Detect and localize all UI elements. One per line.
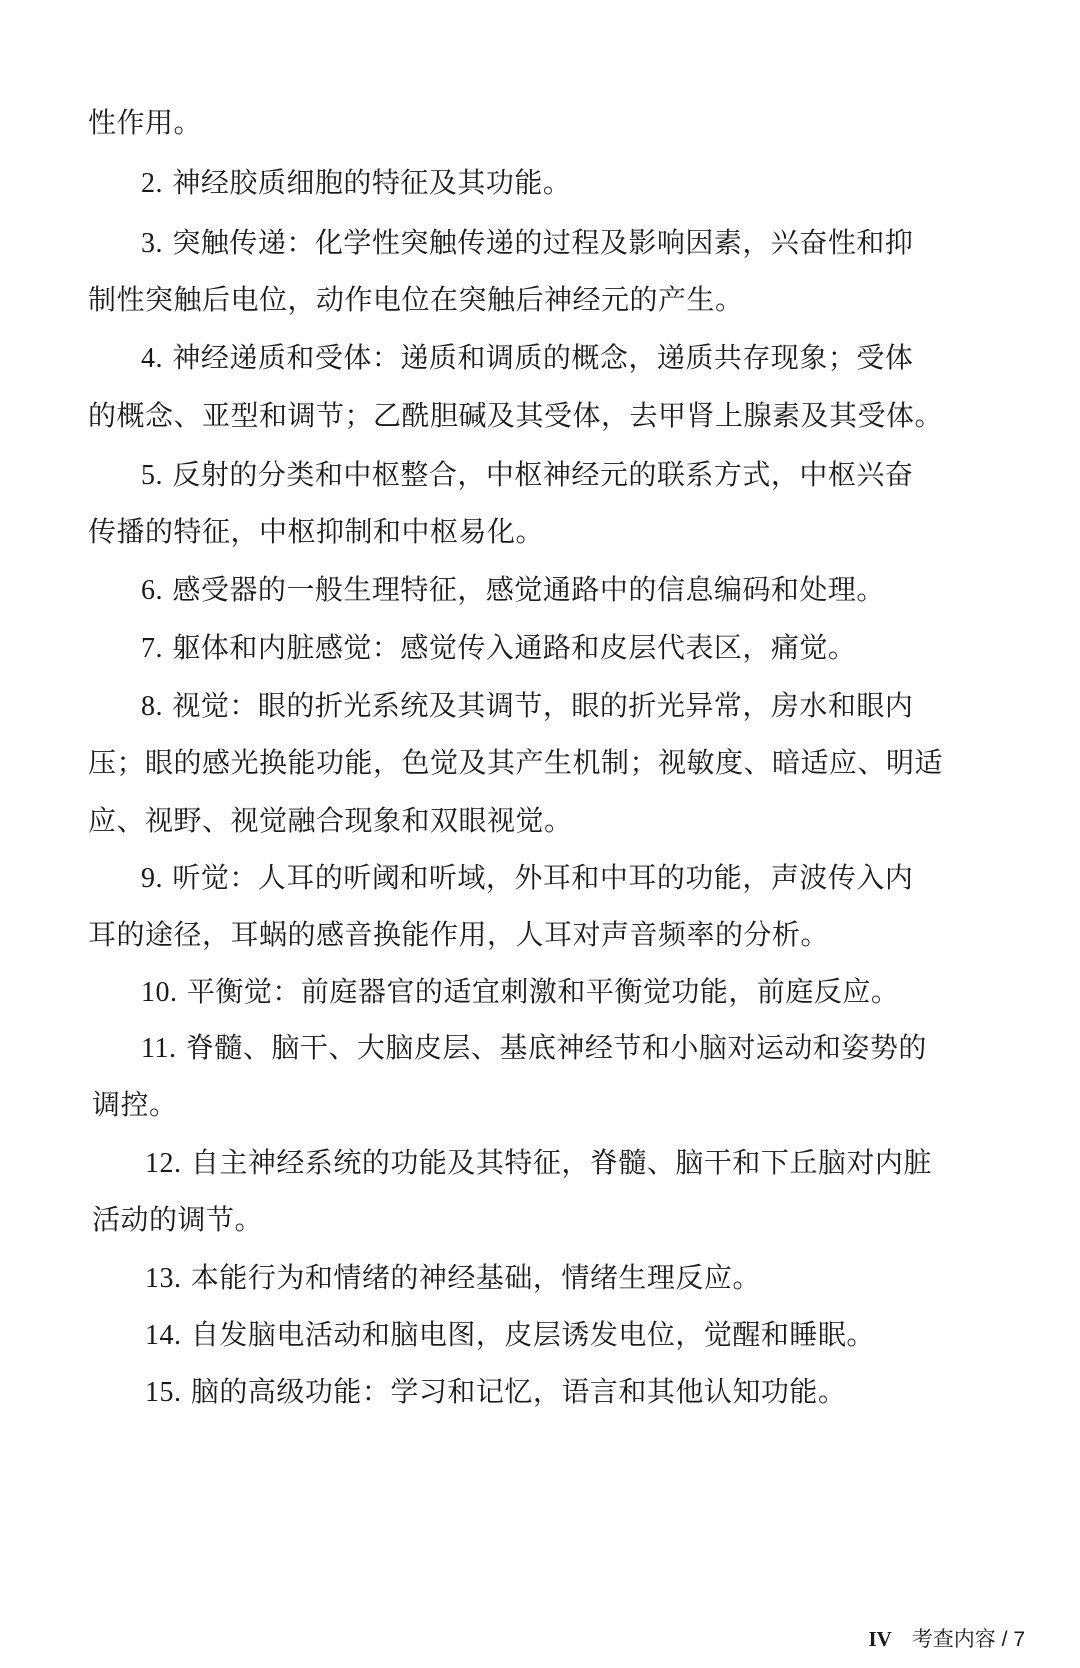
item-text: 自主神经系统的功能及其特征，脊髓、脑干和下丘脑对内脏 [190, 1146, 932, 1179]
item-number: 11. [141, 1033, 177, 1064]
line-text: 调控。 [92, 1088, 178, 1121]
item-number: 4. [141, 343, 163, 374]
item-number: 3. [141, 228, 163, 259]
item-number: 9. [141, 863, 163, 894]
item-text: 脊髓、脑干、大脑皮层、基底神经节和小脑对运动和姿势的 [185, 1031, 927, 1064]
item-text: 脑的高级功能：学习和记忆，语言和其他认知功能。 [190, 1375, 847, 1408]
item-number: 2. [141, 168, 163, 199]
page-number-label: 考查内容 / 7 [911, 1628, 1025, 1651]
list-item-15 [145, 1372, 846, 1413]
item-text: 本能行为和情绪的神经基础，情绪生理反应。 [190, 1261, 761, 1294]
text-line [88, 801, 573, 841]
text-line [92, 1200, 263, 1240]
item-number: 15. [145, 1377, 182, 1408]
item-number: 6. [141, 575, 163, 606]
item-number: 13. [145, 1263, 182, 1294]
list-item-7 [141, 628, 856, 669]
item-text: 平衡觉：前庭器官的适宜刺激和平衡觉功能，前庭反应。 [186, 975, 900, 1008]
list-item-6 [141, 570, 885, 611]
list-item-4 [141, 338, 913, 379]
line-text: 活动的调节。 [92, 1203, 264, 1236]
list-item-8 [141, 686, 913, 727]
list-item-3 [141, 223, 913, 264]
text-line [88, 743, 943, 783]
text-line [88, 512, 544, 552]
list-item-2 [141, 163, 571, 204]
text-line [88, 103, 202, 143]
line-text: 传播的特征，中枢抑制和中枢易化。 [88, 515, 545, 548]
item-text: 神经递质和受体：递质和调质的概念，递质共存现象；受体 [172, 341, 914, 374]
item-text: 突触传递：化学性突触传递的过程及影响因素，兴奋性和抑 [172, 226, 914, 259]
item-number: 5. [141, 460, 163, 491]
section-numeral: IV [868, 1627, 892, 1651]
line-text: 应、视野、视觉融合现象和双眼视觉。 [88, 804, 573, 837]
item-text: 自发脑电活动和脑电图，皮层诱发电位，觉醒和睡眠。 [190, 1318, 875, 1351]
list-item-11 [141, 1028, 927, 1069]
list-item-10 [141, 972, 899, 1013]
line-text: 的概念、亚型和调节；乙酰胆碱及其受体，去甲肾上腺素及其受体。 [88, 399, 944, 432]
text-line [88, 915, 829, 955]
item-number: 8. [141, 691, 163, 722]
list-item-12 [145, 1143, 932, 1184]
item-text: 躯体和内脏感觉：感觉传入通路和皮层代表区，痛觉。 [172, 631, 857, 664]
item-number: 12. [145, 1148, 182, 1179]
list-item-5 [141, 455, 913, 496]
line-text: 制性突触后电位，动作电位在突触后神经元的产生。 [88, 283, 744, 316]
item-number: 7. [141, 633, 163, 664]
line-text: 压；眼的感光换能功能，色觉及其产生机制；视敏度、暗适应、明适 [88, 746, 944, 779]
list-item-13 [145, 1258, 761, 1299]
text-line [88, 280, 744, 320]
text-line [88, 396, 943, 436]
item-number: 14. [145, 1320, 182, 1351]
line-text: 耳的途径，耳蜗的感音换能作用，人耳对声音频率的分析。 [88, 918, 830, 951]
line-text: 性作用。 [88, 106, 203, 139]
text-line [92, 1085, 178, 1125]
item-text: 反射的分类和中枢整合，中枢神经元的联系方式，中枢兴奋 [172, 458, 914, 491]
item-number: 10. [141, 977, 178, 1008]
list-item-9 [141, 858, 913, 899]
item-text: 神经胶质细胞的特征及其功能。 [172, 166, 572, 199]
item-text: 视觉：眼的折光系统及其调节，眼的折光异常，房水和眼内 [172, 689, 914, 722]
item-text: 听觉：人耳的听阈和听域，外耳和中耳的功能，声波传入内 [172, 861, 914, 894]
item-text: 感受器的一般生理特征，感觉通路中的信息编码和处理。 [172, 573, 885, 606]
page-footer [868, 1623, 1025, 1653]
list-item-14 [145, 1315, 875, 1356]
